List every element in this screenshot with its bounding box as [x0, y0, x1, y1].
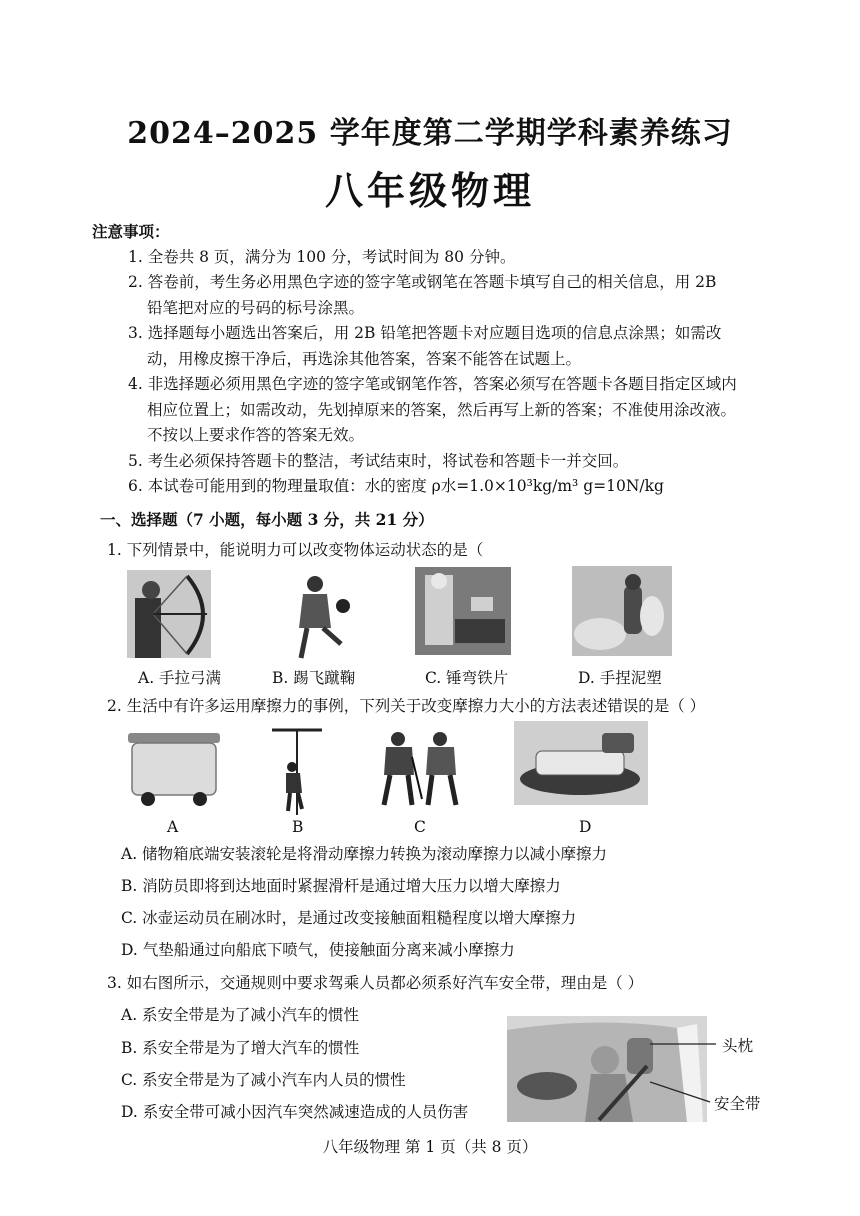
- question-2-stem: 2. 生活中有许多运用摩擦力的事例，下列关于改变摩擦力大小的方法表述错误的是（ ）: [107, 697, 706, 715]
- question-3-stem: 3. 如右图所示，交通规则中要求驾乘人员都必须系好汽车安全带，理由是（ ）: [107, 974, 644, 992]
- note-line: 动，用橡皮擦干净后，再选涂其他答案，答案不能答在试题上。: [147, 350, 582, 368]
- q2-label-d: D: [579, 818, 592, 836]
- q2-label-c: C: [414, 818, 426, 836]
- section-heading: 一、选择题（7 小题，每小题 3 分，共 21 分）: [100, 510, 434, 529]
- curling-image: [372, 727, 468, 809]
- note-line: 3. 选择题每小题选出答案后，用 2B 铅笔把答题卡对应题目选项的信息点涂黑；如需改: [128, 324, 722, 342]
- bow-image: [127, 570, 211, 658]
- note-line: 4. 非选择题必须用黑色字迹的签字笔或钢笔作答，答案必须写在答题卡各题目指定区域内: [128, 375, 737, 393]
- q2-option-c: C. 冰壶运动员在刷冰时，是通过改变接触面粗糙程度以增大摩擦力: [121, 909, 577, 927]
- note-line: 相应位置上；如需改动，先划掉原来的答案，然后再写上新的答案；不准使用涂改液。: [147, 401, 737, 419]
- q2-label-a: A: [167, 818, 179, 836]
- label-seatbelt: 安全带: [714, 1095, 761, 1113]
- exam-title: 2024–2025 学年度第二学期学科素养练习: [127, 116, 733, 151]
- q1-caption-b: B. 踢飞蹴鞠: [272, 669, 356, 687]
- q2-option-d: D. 气垫船通过向船底下喷气，使接触面分离来减小摩擦力: [121, 941, 515, 959]
- note-line: 不按以上要求作答的答案无效。: [147, 426, 365, 444]
- q3-option-b: B. 系安全带是为了增大汽车的惯性: [121, 1039, 360, 1057]
- firefighter-pole-image: [272, 727, 322, 815]
- q3-option-a: A. 系安全带是为了减小汽车的惯性: [121, 1006, 360, 1024]
- q1-caption-d: D. 手捏泥塑: [578, 669, 662, 687]
- note-line: 2. 答卷前，考生务必用黑色字迹的签字笔或钢笔在答题卡填写自己的相关信息，用 2B: [128, 273, 717, 291]
- label-headrest: 头枕: [722, 1037, 754, 1055]
- question-1-stem: 1. 下列情景中，能说明力可以改变物体运动状态的是（: [107, 541, 484, 559]
- q3-option-d: D. 系安全带可减小因汽车突然减速造成的人员伤害: [121, 1103, 469, 1121]
- q1-caption-a: A. 手拉弓满: [138, 669, 222, 687]
- cuju-image: [285, 570, 355, 662]
- note-line: 6. 本试卷可能用到的物理量取值：水的密度 ρ水=1.0×10³kg/m³ g=10N/kg: [128, 477, 664, 495]
- q2-option-a: A. 储物箱底端安装滚轮是将滑动摩擦力转换为滚动摩擦力以减小摩擦力: [121, 845, 608, 863]
- note-line: 1. 全卷共 8 页，满分为 100 分，考试时间为 80 分钟。: [128, 248, 516, 266]
- q1-caption-c: C. 锤弯铁片: [425, 669, 509, 687]
- notes-heading: 注意事项：: [92, 222, 170, 241]
- page-footer: 八年级物理 第 1 页（共 8 页）: [322, 1138, 538, 1156]
- hovercraft-image: [514, 721, 648, 805]
- q2-option-b: B. 消防员即将到达地面时紧握滑杆是通过增大压力以增大摩擦力: [121, 877, 561, 895]
- subject-title: 八年级物理: [324, 168, 535, 213]
- hammer-image: [415, 567, 511, 655]
- note-line: 5. 考生必须保持答题卡的整洁，考试结束时，将试卷和答题卡一并交回。: [128, 452, 629, 470]
- clay-image: [572, 566, 672, 656]
- note-line: 铅笔把对应的号码的标号涂黑。: [147, 299, 365, 317]
- q2-label-b: B: [292, 818, 304, 836]
- storage-box-image: [124, 727, 224, 809]
- q3-option-c: C. 系安全带是为了减小汽车内人员的惯性: [121, 1071, 406, 1089]
